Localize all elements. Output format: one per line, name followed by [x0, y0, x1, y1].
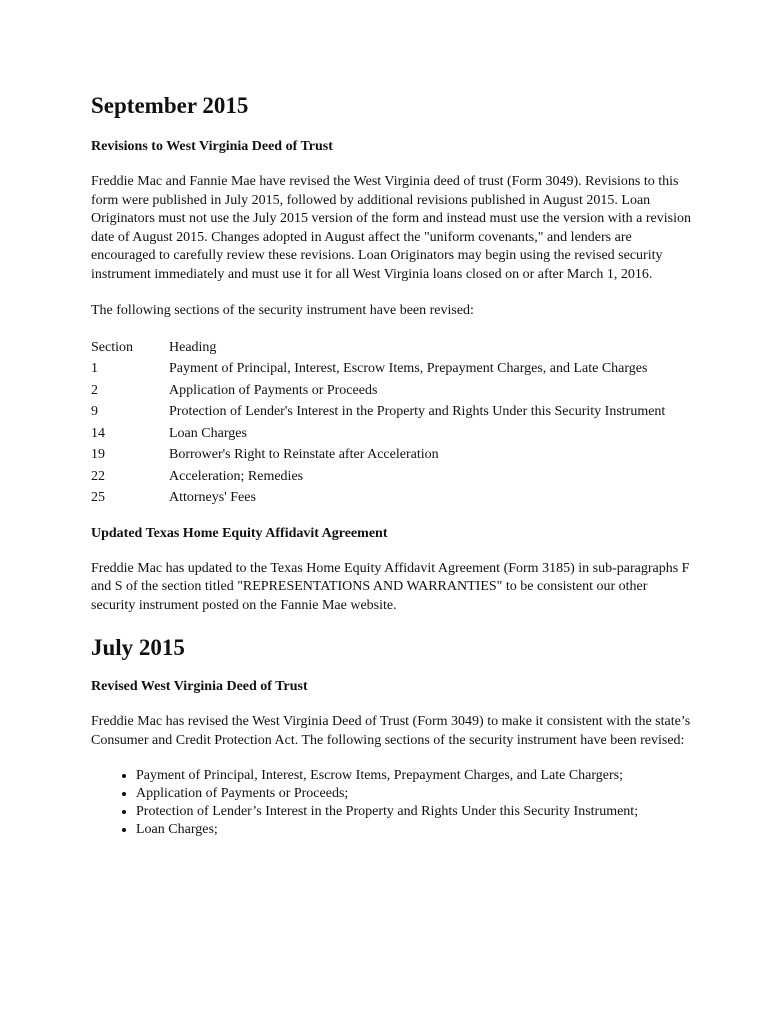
subsection-heading-texas-affidavit: Updated Texas Home Equity Affidavit Agreement — [91, 525, 388, 541]
section-number: 2 — [91, 382, 98, 398]
revised-sections-table — [91, 339, 691, 508]
section-number: 25 — [91, 490, 105, 505]
section-heading: Acceleration; Remedies — [169, 468, 304, 484]
section-heading: Loan Charges — [169, 425, 247, 441]
list-item: • Payment of Principal, Interest, Escrow Items, Prepayment Charges, and Late Chargers; — [136, 767, 691, 785]
list-item: • Loan Charges; — [136, 821, 691, 839]
column-header-section: Section — [91, 339, 133, 355]
section-number: 19 — [91, 447, 105, 462]
table-row — [91, 446, 691, 465]
subsection-heading-revised-wv-deed: Revised West Virginia Deed of Trust — [91, 679, 308, 694]
table-row — [91, 403, 691, 422]
revised-sections-list — [91, 767, 691, 839]
table-row — [91, 468, 691, 487]
section-number: 14 — [91, 425, 105, 441]
subsection-heading-wv-deed-revisions: Revisions to West Virginia Deed of Trust — [91, 139, 333, 154]
section-number: 9 — [91, 404, 98, 419]
paragraph-revised-wv-deed: Freddie Mac has revised the West Virginia Deed of Trust (Form 3049) to make it consistent with the state’s Consumer and Credit Protection Act. The following sections of the security instrument have been revised: — [91, 714, 691, 748]
table-header-row — [91, 339, 691, 358]
column-header-heading: Heading — [169, 339, 217, 355]
section-title-september-2015: September 2015 — [91, 93, 249, 118]
section-heading: Attorneys' Fees — [169, 490, 256, 505]
table-row — [91, 360, 691, 379]
table-row — [91, 489, 691, 508]
section-heading: Payment of Principal, Interest, Escrow Items, Prepayment Charges, and Late Charges — [169, 361, 648, 376]
paragraph-sections-revised-intro: The following sections of the security instrument have been revised: — [91, 303, 474, 318]
paragraph-wv-revisions-intro: Freddie Mac and Fannie Mae have revised the West Virginia deed of trust (Form 3049). Revisions to this form were published in July 2015, followed by additional revisions published in August 2015. Loan Originators must not use the July 2015 version of the form and instead must use the version with a revision date of August 2015. Changes adopted in August affect the "uniform covenants," and lenders are encouraged to carefully review these revisions. Loan Originators may begin using the revised security instrument immediately and must use it for all West Virginia loans closed on or after March 1, 2016. — [91, 174, 691, 282]
list-item: • Protection of Lender’s Interest in the Property and Rights Under this Security Instrument; — [136, 803, 691, 821]
document-page — [91, 92, 691, 839]
section-number: 22 — [91, 468, 105, 484]
section-heading: Protection of Lender's Interest in the Property and Rights Under this Security Instrument — [169, 404, 666, 419]
section-title-july-2015: July 2015 — [91, 635, 185, 660]
table-row — [91, 425, 691, 444]
section-heading: Application of Payments or Proceeds — [169, 382, 378, 398]
section-number: 1 — [91, 361, 98, 376]
paragraph-texas-affidavit: Freddie Mac has updated to the Texas Home Equity Affidavit Agreement (Form 3185) in sub-paragraphs F and S of the section titled "REPRESENTATIONS AND WARRANTIES" to be consistent our other security instrument posted on the Fannie Mae website. — [91, 560, 690, 613]
section-heading: Borrower's Right to Reinstate after Acceleration — [169, 447, 439, 462]
table-row — [91, 382, 691, 401]
list-item: • Application of Payments or Proceeds; — [136, 785, 691, 803]
